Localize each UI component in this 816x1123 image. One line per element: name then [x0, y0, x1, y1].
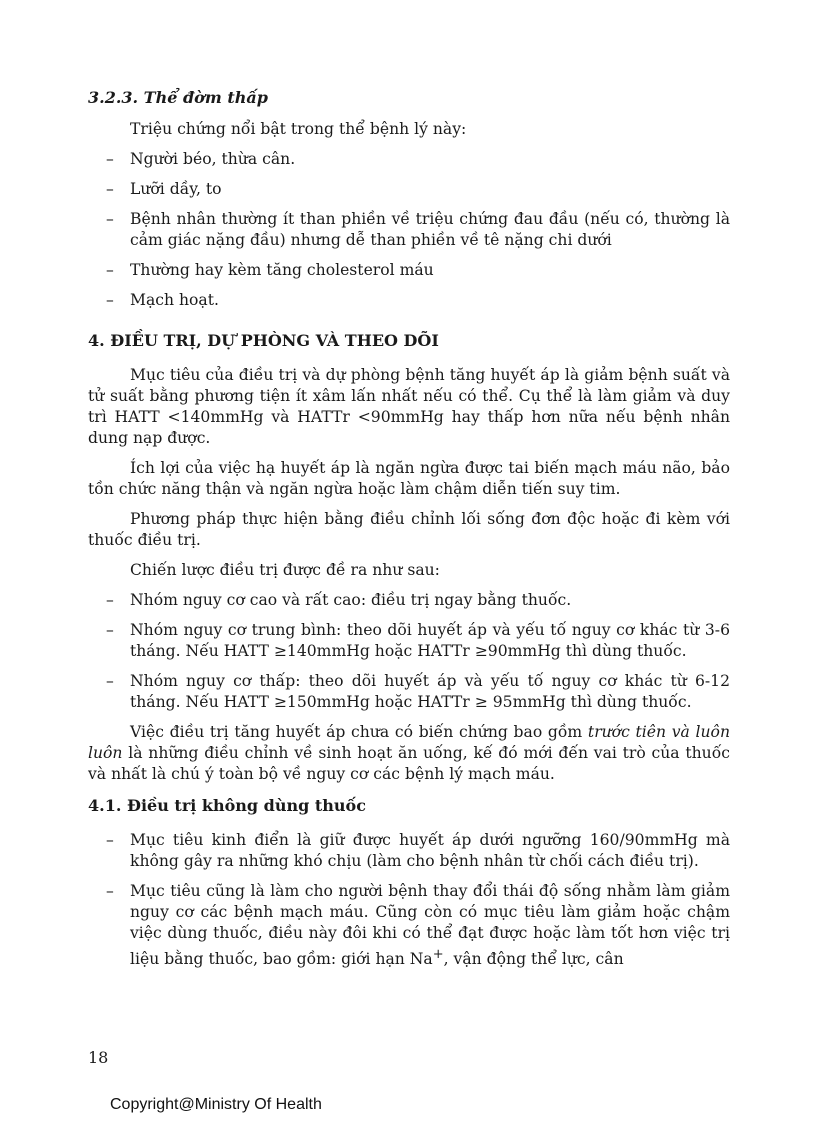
dash-marker: – — [106, 150, 114, 168]
list-item — [88, 590, 730, 611]
list-item — [88, 290, 730, 311]
dash-marker: – — [106, 210, 114, 228]
strategy-list — [88, 590, 730, 713]
section-heading-4: 4. ĐIỀU TRỊ, DỰ PHÒNG VÀ THEO DÕI — [88, 331, 439, 350]
dash-marker: – — [106, 180, 114, 198]
paragraph — [88, 722, 730, 785]
strategy-intro: Chiến lược điều trị được đề ra như sau: — [130, 561, 440, 579]
list-item — [88, 260, 730, 281]
list-item-text: Bệnh nhân thường ít than phiền về triệu chứng đau đầu (nếu có, thường là cảm giác nặng đầu) nhưng dễ than phiền về tê nặng chi dưới — [130, 210, 730, 249]
list-item — [88, 830, 730, 872]
list-item-text: Người béo, thừa cân. — [130, 150, 296, 168]
paragraph: Mục tiêu của điều trị và dự phòng bệnh tăng huyết áp là giảm bệnh suất và tử suất bằng phương tiện ít xâm lấn nhất nếu có thể. Cụ thể là làm giảm và duy trì HATT <140mmHg và HATTr <90mmHg hay thấp hơn nữa nếu bệnh nhân dung nạp được. — [88, 366, 730, 447]
section-intro: Triệu chứng nổi bật trong thể bệnh lý này: — [130, 120, 467, 138]
section-heading-4-1: 4.1. Điều trị không dùng thuốc — [88, 796, 366, 815]
copyright-notice: Copyright@Ministry Of Health — [110, 1096, 322, 1113]
list-item — [88, 881, 730, 970]
text-run: là những điều chỉnh về sinh hoạt ăn uống, kế đó mới đến vai trò của thuốc và nhất là chú ý toàn bộ về nguy cơ các bệnh lý mạch máu. — [88, 744, 730, 783]
list-item-text: Nhóm nguy cơ cao và rất cao: điều trị ngay bằng thuốc. — [130, 591, 572, 609]
superscript: + — [432, 947, 444, 962]
symptom-list — [88, 149, 730, 311]
list-item — [88, 671, 730, 713]
dash-marker: – — [106, 621, 114, 639]
list-item — [88, 179, 730, 200]
paragraph: Ích lợi của việc hạ huyết áp là ngăn ngừa được tai biến mạch máu não, bảo tồn chức năng thận và ngăn ngừa hoặc làm chậm diễn tiến suy tim. — [88, 459, 730, 498]
list-item — [88, 149, 730, 170]
list-item-text: Mục tiêu kinh điển là giữ được huyết áp dưới ngưỡng 160/90mmHg mà không gây ra những khó chịu (làm cho bệnh nhân từ chối cách điều trị). — [130, 831, 730, 870]
dash-marker: – — [106, 591, 114, 609]
list-item-text: Nhóm nguy cơ trung bình: theo dõi huyết áp và yếu tố nguy cơ khác từ 3-6 tháng. Nếu HATT ≥140mmHg hoặc HATTr ≥90mmHg thì dùng thuốc. — [130, 621, 730, 660]
dash-marker: – — [106, 882, 114, 900]
list-item-text: Mạch hoạt. — [130, 291, 219, 309]
emphasis-text: trước tiên và luôn luôn — [88, 723, 730, 762]
list-item-text: Nhóm nguy cơ thấp: theo dõi huyết áp và yếu tố nguy cơ khác từ 6-12 tháng. Nếu HATT ≥150mmHg hoặc HATTr ≥ 95mmHg thì dùng thuốc. — [130, 672, 730, 711]
list-item-text: Lưỡi dầy, to — [130, 180, 222, 198]
paragraph: Phương pháp thực hiện bằng điều chỉnh lối sống đơn độc hoặc đi kèm với thuốc điều trị. — [88, 510, 730, 549]
list-item-text: Thường hay kèm tăng cholesterol máu — [130, 261, 434, 279]
text-run: Việc điều trị tăng huyết áp chưa có biến chứng bao gồm — [130, 723, 588, 741]
section-heading-3-2-3: 3.2.3. Thể đờm thấp — [88, 88, 268, 107]
dash-marker: – — [106, 672, 114, 690]
dash-marker: – — [106, 831, 114, 849]
document-page — [88, 86, 730, 979]
list-item — [88, 209, 730, 251]
dash-marker: – — [106, 261, 114, 279]
text-run: , vận động thể lực, cân — [443, 950, 624, 969]
text-run: Mục tiêu cũng là làm cho người bệnh thay đổi thái độ sống nhằm làm giảm nguy cơ các bệnh mạch máu. Cũng còn có mục tiêu làm giảm hoặc chậm việc dùng thuốc, điều này đôi khi có thể đạt được hoặc làm tốt hơn việc trị liệu bằng thuốc, bao gồm: giới hạn Na — [130, 882, 730, 969]
page-number: 18 — [88, 1048, 109, 1067]
dash-marker: – — [106, 291, 114, 309]
list-item — [88, 620, 730, 662]
non-drug-list — [88, 830, 730, 970]
